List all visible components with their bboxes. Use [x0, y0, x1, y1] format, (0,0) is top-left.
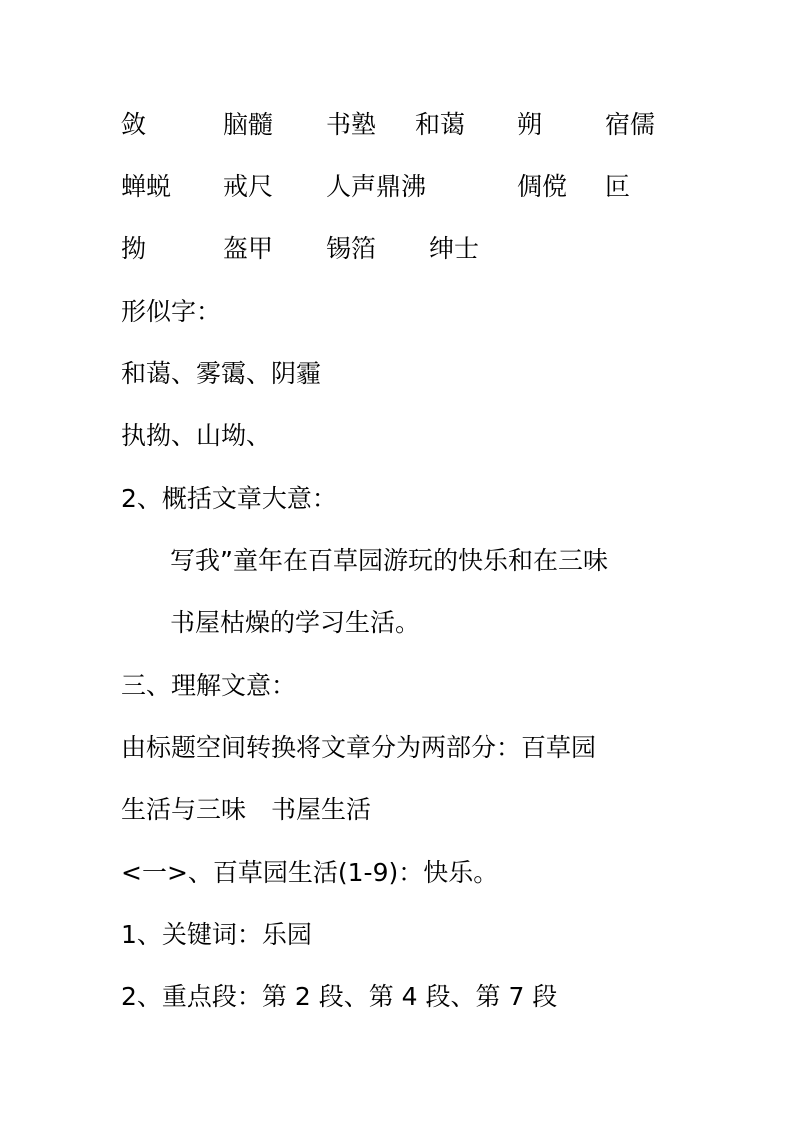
similar-characters-line: 和蔼、雾霭、阴霾 — [121, 359, 322, 388]
similar-characters-heading: 形似字： — [121, 297, 222, 326]
vocab-word: 敛 — [121, 110, 147, 139]
section-heading: 三、理解文意： — [121, 671, 297, 700]
summary-heading: 2、概括文章大意： — [121, 484, 337, 513]
vocab-word: 朔 — [517, 110, 543, 139]
vocab-word: 叵 — [605, 172, 631, 201]
vocab-word: 脑髓 — [223, 110, 274, 139]
vocab-word: 倜傥 — [517, 172, 568, 201]
vocab-word: 书塾 — [326, 110, 377, 139]
key-paragraphs-line: 2、重点段：第 2 段、第 4 段、第 7 段 — [121, 982, 558, 1011]
keywords-line: 1、关键词：乐园 — [121, 920, 312, 949]
vocab-word: 锡箔 — [326, 234, 377, 263]
vocab-word: 绅士 — [429, 234, 480, 263]
vocab-word: 拗 — [121, 234, 147, 263]
structure-text: 由标题空间转换将文章分为两部分：百草园 — [121, 733, 597, 762]
vocab-word: 蝉蜕 — [121, 172, 172, 201]
similar-characters-line: 执拗、山坳、 — [121, 421, 272, 450]
vocab-word: 人声鼎沸 — [326, 172, 427, 201]
part-heading: <一>、百草园生活(1-9)：快乐。 — [121, 858, 499, 887]
vocab-word: 和蔼 — [415, 110, 466, 139]
summary-text: 书屋枯燥的学习生活。 — [170, 608, 421, 637]
vocab-word: 戒尺 — [223, 172, 274, 201]
vocab-word: 宿儒 — [605, 110, 656, 139]
structure-text: 生活与三味 书屋生活 — [121, 795, 372, 824]
vocab-word: 盔甲 — [223, 234, 274, 263]
summary-text: 写我”童年在百草园游玩的快乐和在三味 — [170, 546, 608, 575]
